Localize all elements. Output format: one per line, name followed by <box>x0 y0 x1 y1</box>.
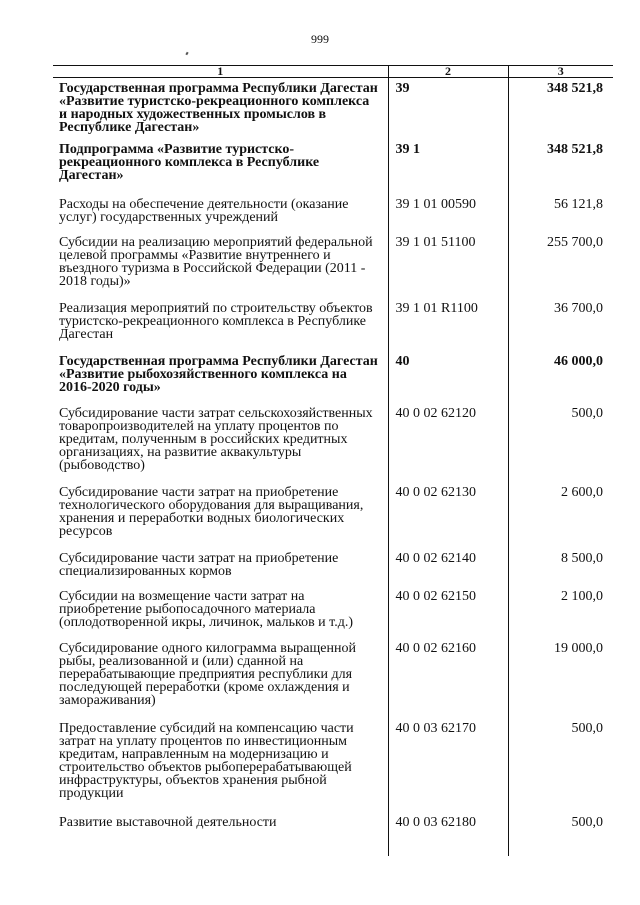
table-row <box>53 78 613 139</box>
row-code: 39 1 01 51100 <box>388 232 508 298</box>
scan-speck <box>185 52 188 56</box>
row-name: Государственная программа Республики Дагестан «Развитие туристско-рекреационного комплекса и народных художественных промыслов в Республике Дагестан» <box>59 81 378 135</box>
table-row <box>53 812 613 856</box>
row-code: 40 0 02 62160 <box>388 638 508 718</box>
row-name: Государственная программа Республики Дагестан «Развитие рыбохозяйственного комплекса на 2016-2020 годы» <box>59 353 378 395</box>
row-amount: 255 700,0 <box>508 232 613 298</box>
row-code: 39 1 <box>388 139 508 194</box>
row-amount: 500,0 <box>508 718 613 812</box>
row-name: Предоставление субсидий на компенсацию части затрат на уплату процентов по инвестиционным кредитам, направленным на модернизацию и строительство объектов рыбоперерабатывающей инфраструктуры, объектов хранения рыбной продукции <box>59 720 354 801</box>
row-name: Субсидии на возмещение части затрат на приобретение рыбопосадочного материала (оплодотворенной икры, личинок, мальков и т.д.) <box>59 588 354 630</box>
table-body <box>53 78 613 856</box>
table-row <box>53 482 613 548</box>
row-name: Подпрограмма «Развитие туристско-рекреационного комплекса в Республике Дагестан» <box>59 141 320 183</box>
row-name: Субсидирование части затрат на приобретение технологического оборудования для выращивания, хранения и переработки водных биологических ресурсов <box>59 484 364 539</box>
row-name: Субсидирование части затрат на приобретение специализированных кормов <box>59 550 339 579</box>
row-amount: 56 121,8 <box>508 194 613 232</box>
row-name: Субсидирование части затрат сельскохозяйственных товаропроизводителей на уплату процентов по кредитам, полученным в российских кредитных организациях, на развитие аквакультуры (рыбоводство) <box>59 405 373 473</box>
row-code: 39 <box>388 78 508 139</box>
budget-table <box>53 65 613 856</box>
row-name: Развитие выставочной деятельности <box>59 814 277 830</box>
row-code: 40 0 02 62120 <box>388 403 508 482</box>
row-code: 39 1 01 00590 <box>388 194 508 232</box>
table-row <box>53 638 613 718</box>
table-row <box>53 351 613 403</box>
row-name: Субсидирование одного килограмма выращенной рыбы, реализованной и (или) сданной на перерабатывающие предприятия республики для последующей переработки (кроме охлаждения и замораживания) <box>59 640 356 708</box>
row-amount: 2 600,0 <box>508 482 613 548</box>
table-header <box>53 66 613 78</box>
table-row <box>53 194 613 232</box>
row-amount: 500,0 <box>508 812 613 856</box>
table-row <box>53 232 613 298</box>
row-amount: 8 500,0 <box>508 548 613 586</box>
row-amount: 46 000,0 <box>508 351 613 403</box>
row-amount: 19 000,0 <box>508 638 613 718</box>
table-row <box>53 718 613 812</box>
table-row <box>53 403 613 482</box>
table-row <box>53 548 613 586</box>
row-code: 40 0 03 62180 <box>388 812 508 856</box>
header-col-3: 3 <box>508 66 613 78</box>
row-name: Реализация мероприятий по строительству объектов туристско-рекреационного комплекса в Республике Дагестан <box>59 300 373 342</box>
row-code: 40 <box>388 351 508 403</box>
row-name: Субсидии на реализацию мероприятий федеральной целевой программы «Развитие внутреннего и въездного туризма в Российской Федерации (2011 - 2018 годы)» <box>59 234 373 289</box>
header-col-2: 2 <box>388 66 508 78</box>
page-number: 999 <box>311 32 329 46</box>
row-amount: 348 521,8 <box>508 139 613 194</box>
table-row <box>53 298 613 351</box>
row-code: 40 0 02 62140 <box>388 548 508 586</box>
table-row <box>53 586 613 638</box>
row-code: 40 0 02 62150 <box>388 586 508 638</box>
row-amount: 2 100,0 <box>508 586 613 638</box>
row-code: 40 0 03 62170 <box>388 718 508 812</box>
row-amount: 500,0 <box>508 403 613 482</box>
header-col-1: 1 <box>53 66 388 78</box>
row-code: 39 1 01 R1100 <box>388 298 508 351</box>
row-code: 40 0 02 62130 <box>388 482 508 548</box>
header-row <box>53 66 613 78</box>
row-amount: 36 700,0 <box>508 298 613 351</box>
row-amount: 348 521,8 <box>508 78 613 139</box>
row-name: Расходы на обеспечение деятельности (оказание услуг) государственных учреждений <box>59 196 349 225</box>
table-row <box>53 139 613 194</box>
